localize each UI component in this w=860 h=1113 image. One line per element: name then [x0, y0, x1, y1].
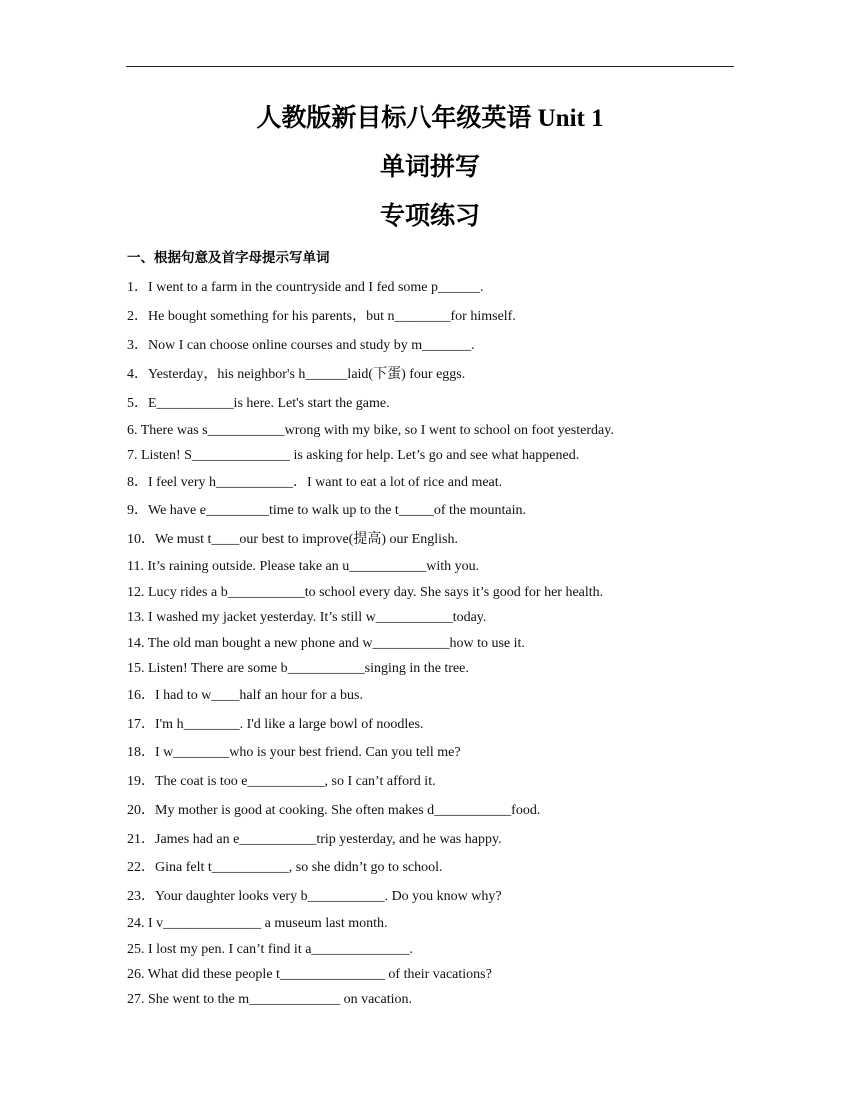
question-22: 22．Gina felt t___________, so she didn’t go to school.	[127, 860, 443, 875]
question-17: 17．I'm h________. I'd like a large bowl of noodles.	[127, 717, 424, 732]
section-heading: 一、根据句意及首字母提示写单词	[127, 250, 330, 266]
question-19: 19．The coat is too e___________, so I can’t afford it.	[127, 774, 436, 789]
question-13: 13. I washed my jacket yesterday. It’s still w___________today.	[127, 610, 487, 625]
question-6: 6. There was s___________wrong with my bike, so I went to school on foot yesterday.	[127, 423, 614, 438]
question-23: 23．Your daughter looks very b___________. Do you know why?	[127, 889, 502, 904]
document-subtitle: 单词拼写	[379, 154, 480, 181]
question-14: 14. The old man bought a new phone and w___________how to use it.	[127, 636, 525, 651]
question-10: 10．We must t____our best to improve(提高) our English.	[127, 532, 458, 547]
question-4: 4．Yesterday，his neighbor's h______laid(下蛋) four eggs.	[127, 367, 466, 382]
question-21: 21．James had an e___________trip yesterday, and he was happy.	[127, 832, 502, 847]
question-15: 15. Listen! There are some b___________singing in the tree.	[127, 661, 469, 676]
question-2: 2．He bought something for his parents，but n________for himself.	[127, 309, 516, 324]
question-12: 12. Lucy rides a b___________to school every day. She says it’s good for her health.	[127, 585, 604, 600]
question-3: 3．Now I can choose online courses and study by m_______.	[127, 338, 475, 353]
question-9: 9．We have e_________time to walk up to the t_____of the mountain.	[127, 503, 526, 518]
document-title: 人教版新目标八年级英语 Unit 1	[256, 105, 604, 132]
document-subtitle-2: 专项练习	[379, 203, 480, 230]
question-1: 1．I went to a farm in the countryside and I fed some p______.	[127, 280, 484, 295]
question-20: 20．My mother is good at cooking. She often makes d___________food.	[127, 803, 541, 818]
question-7: 7. Listen! S______________ is asking for help. Let’s go and see what happened.	[127, 448, 580, 463]
question-8: 8．I feel very h___________．I want to eat a lot of rice and meat.	[127, 475, 503, 490]
question-18: 18．I w________who is your best friend. Can you tell me?	[127, 745, 461, 760]
question-11: 11. It’s raining outside. Please take an u___________with you.	[127, 559, 480, 574]
question-27: 27. She went to the m_____________ on vacation.	[127, 992, 413, 1007]
question-24: 24. I v______________ a museum last month.	[127, 916, 388, 931]
header-rule	[126, 66, 734, 67]
question-25: 25. I lost my pen. I can’t find it a______________.	[127, 942, 413, 957]
question-5: 5．E___________is here. Let's start the game.	[127, 396, 390, 411]
question-26: 26. What did these people t_______________ of their vacations?	[127, 967, 492, 982]
question-16: 16．I had to w____half an hour for a bus.	[127, 688, 364, 703]
